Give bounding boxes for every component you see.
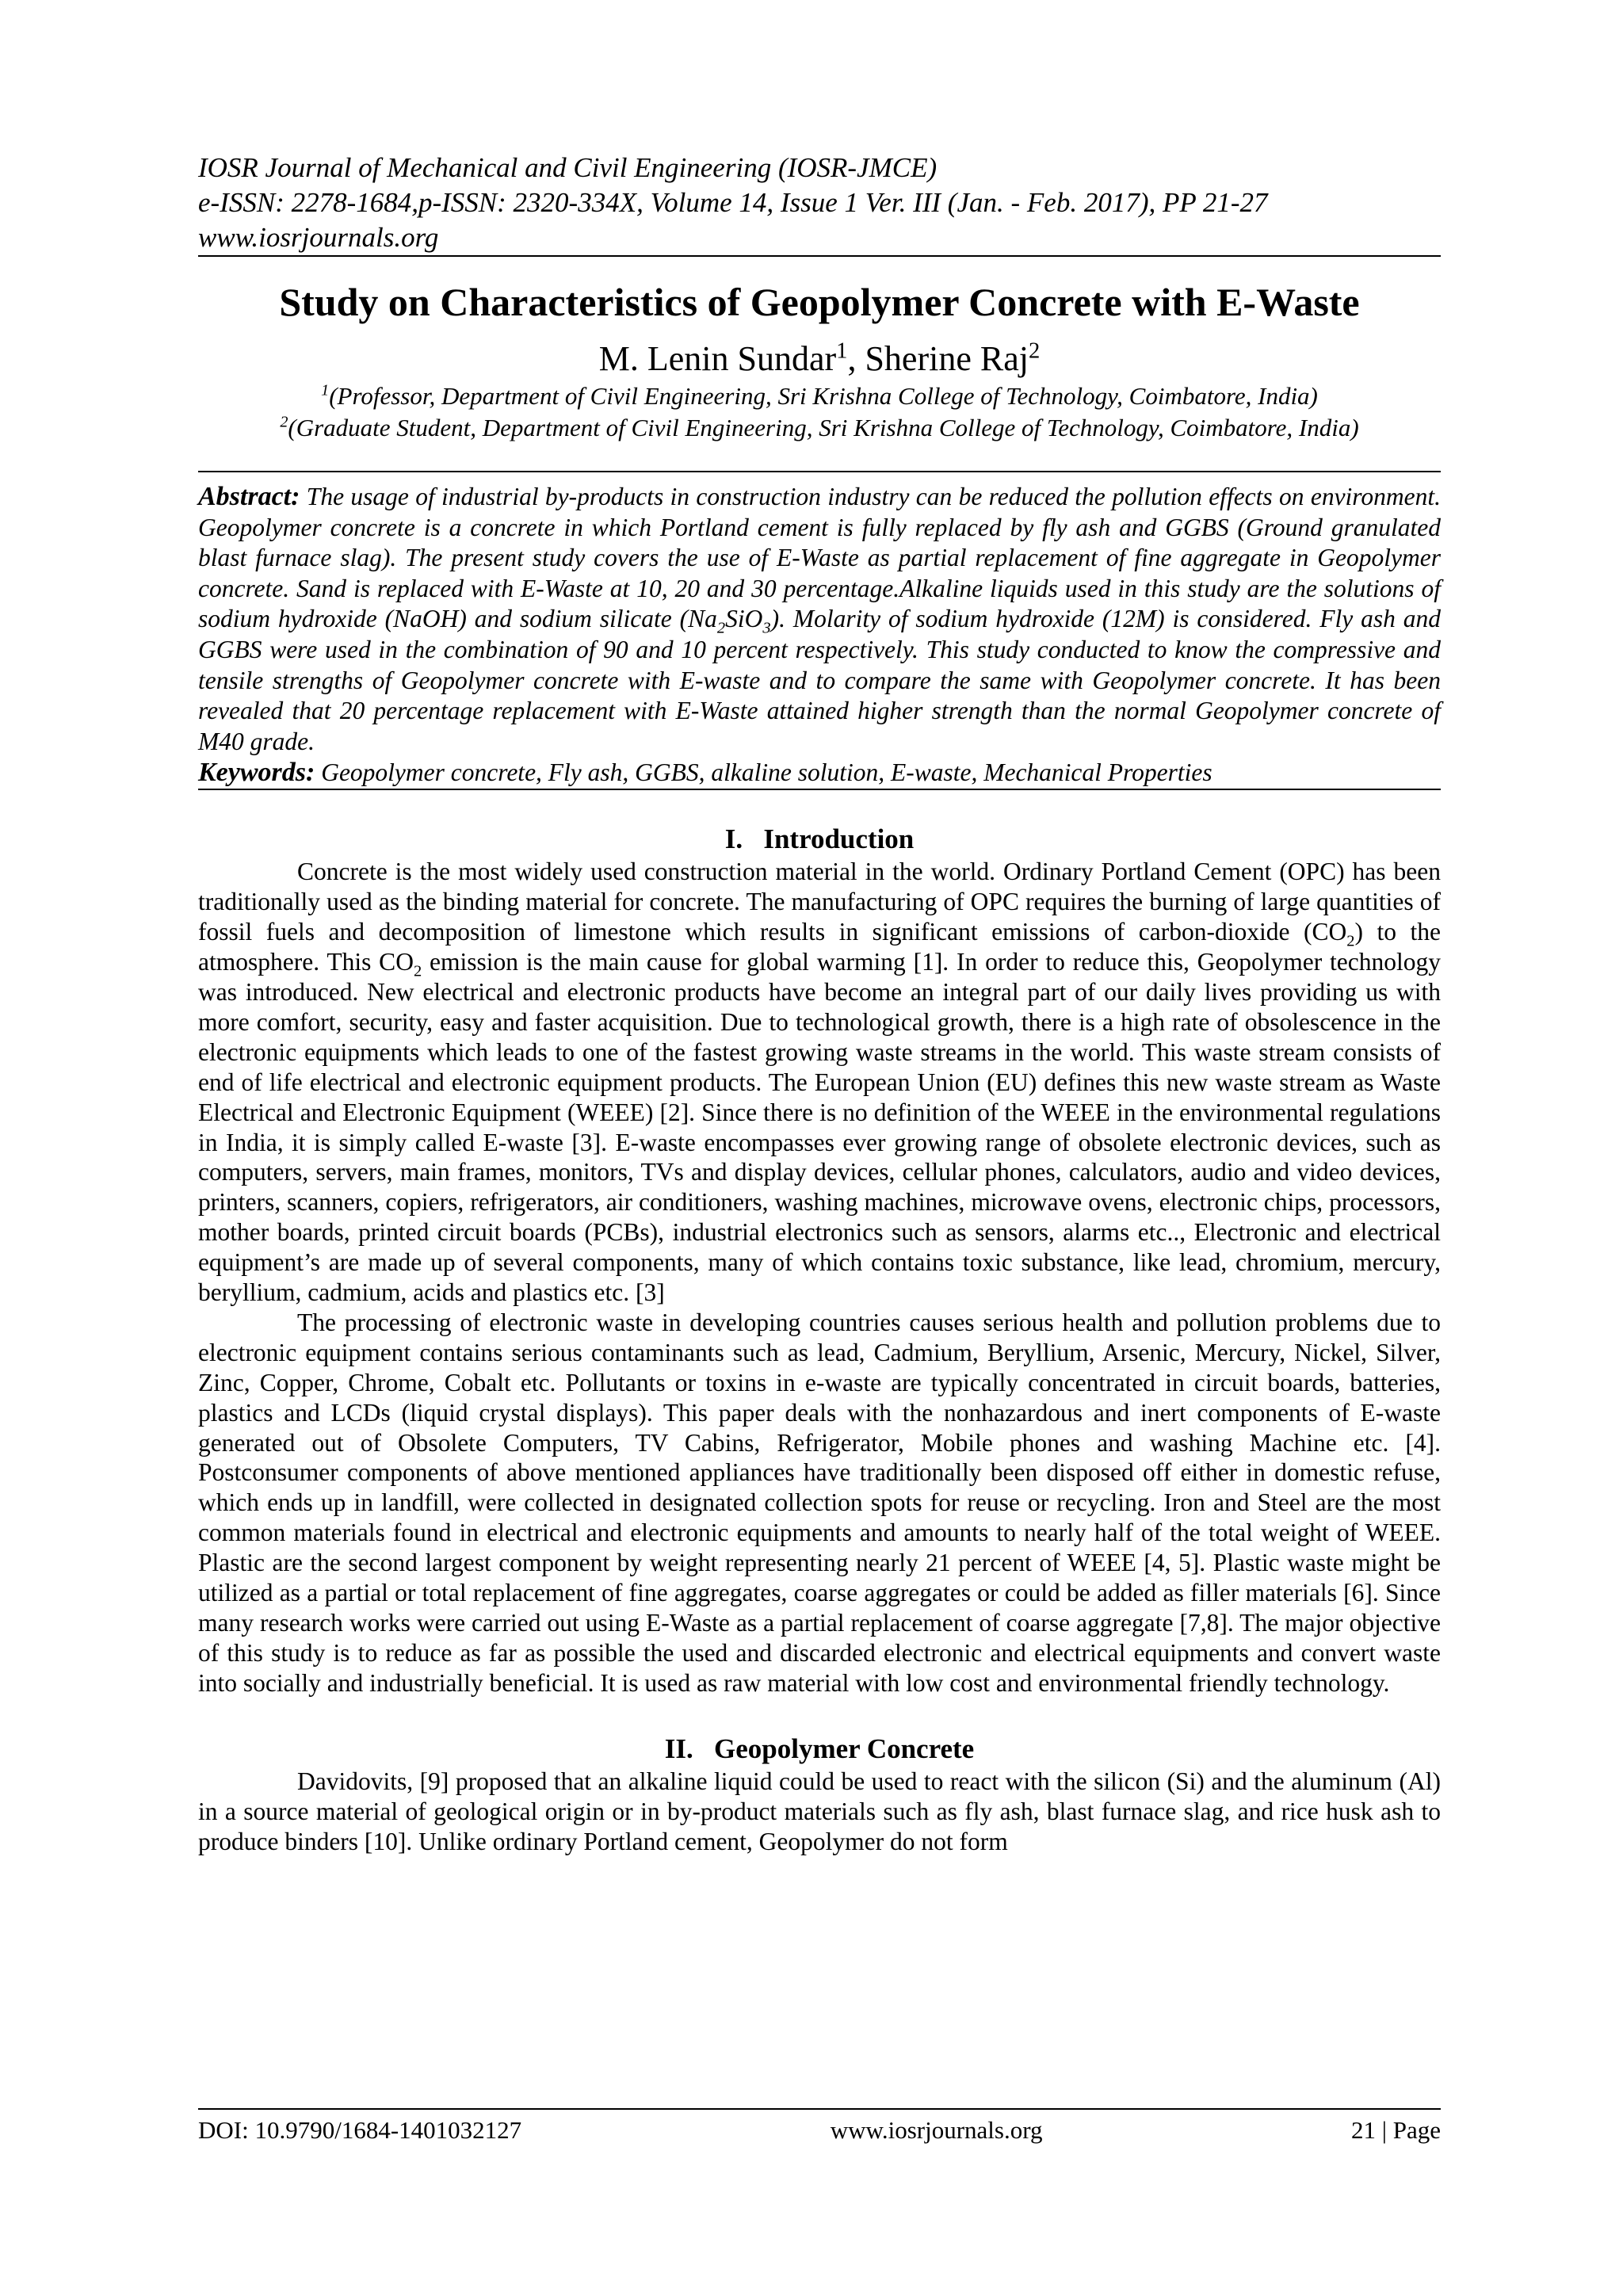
abstract-text-b: SiO <box>725 605 763 633</box>
keywords-label: Keywords: <box>198 758 315 788</box>
affiliation-1-sup: 1 <box>321 381 330 399</box>
intro-p1-sub-2: 2 <box>413 962 422 980</box>
author-2-sup: 2 <box>1028 338 1041 364</box>
keywords-text: Geopolymer concrete, Fly ash, GGBS, alkaline solution, E-waste, Mechanical Properties <box>321 758 1212 787</box>
affiliation-1 <box>198 380 1441 412</box>
journal-website: www.iosrjournals.org <box>198 222 439 253</box>
geopolymer-paragraph-1: Davidovits, [9] proposed that an alkaline liquid could be used to react with the silicon (Si) and the aluminum (Al) in a source material of geological origin or in by-product materials such as fly ash, blast furnace slag, and rice husk ash to produce binders [10]. Unlike ordinary Portland cement, Geopolymer do not form <box>198 1767 1441 1855</box>
intro-paragraph-1 <box>198 857 1441 1308</box>
footer-page-number: 21 | Page <box>1351 2116 1441 2144</box>
author-1-sup: 1 <box>836 338 848 364</box>
abstract <box>198 482 1441 757</box>
footer-website: www.iosrjournals.org <box>830 2116 1043 2144</box>
header-rule <box>198 255 1441 257</box>
keywords <box>198 757 1441 789</box>
paper-page <box>198 151 1441 1856</box>
author-2: Sherine Raj <box>865 339 1029 378</box>
intro-p1-sub-1: 2 <box>1346 932 1355 950</box>
author-separator: , <box>847 339 865 378</box>
affiliation-2-text: (Graduate Student, Department of Civil Engineering, Sri Krishna College of Technology, Coimbatore, India) <box>288 414 1359 441</box>
abstract-sub-2: 3 <box>762 619 771 637</box>
paper-title: Study on Characteristics of Geopolymer Concrete with E-Waste <box>279 280 1360 324</box>
intro-p1-text-c: emission is the main cause for global warming [1]. In order to reduce this, Geopolymer technology was introduced. New electrical and electronic products have become an integral part of our daily lives providing us with more comfort, security, easy and faster acquisition. Due to technological growth, there is a high rate of obsolescence in the electronic equipments which leads to one of the fastest growing waste streams in the world. This waste stream consists of end of life electrical and electronic equipment products. The European Union (EU) defines this new waste stream as Waste Electrical and Electronic Equipment (WEEE) [2]. Since there is no definition of the WEEE in the environmental regulations in India, it is simply called E-waste [3]. E-waste encompasses ever growing range of obsolete electronic devices, such as computers, servers, main frames, monitors, TVs and display devices, cellular phones, calculators, audio and video devices, printers, scanners, copiers, refrigerators, air conditioners, washing machines, microwave ovens, electronic chips, processors, mother boards, printed circuit boards (PCBs), industrial electronics such as sensors, alarms etc.., Electronic and electrical equipment’s are made up of several components, many of which contains toxic substance, like lead, chromium, mercury, beryllium, cadmium, acids and plastics etc. [3] <box>198 948 1441 1307</box>
intro-paragraph-2: The processing of electronic waste in developing countries causes serious health and pollution problems due to electronic equipment contains serious contaminants such as lead, Cadmium, Beryllium, Arsenic, Mercury, Nickel, Silver, Zinc, Copper, Chrome, Cobalt etc. Pollutants or toxins in e-waste are typically concentrated in circuit boards, batteries, plastics and LCDs (liquid crystal displays). This paper deals with the nonhazardous and inert components of E-waste generated out of Obsolete Computers, TV Cabins, Refrigerator, Mobile phones and washing Machine etc. [4]. Postconsumer components of above mentioned appliances have traditionally been disposed off either in domestic refuse, which ends up in landfill, were collected in designated collection spots for reuse or recycling. Iron and Steel are the most common materials found in electrical and electronic equipments and amounts to nearly half of the total weight of WEEE. Plastic are the second largest component by weight representing nearly 21 percent of WEEE [4, 5]. Plastic waste might be utilized as a partial or total replacement of fine aggregates, coarse aggregates or could be added as filler materials [6]. Since many research works were carried out using E-Waste as a partial replacement of coarse aggregate [7,8]. The major objective of this study is to reduce as far as possible the used and discarded electronic and electrical equipments and convert waste into socially and industrially beneficial. It is used as raw material with low cost and environmental friendly technology. <box>198 1308 1441 1697</box>
affiliation-2-sup: 2 <box>280 413 288 431</box>
abstract-label: Abstract: <box>198 482 300 511</box>
keywords-rule <box>198 789 1441 790</box>
authors <box>198 338 1441 380</box>
abstract-text-a: The usage of industrial by-products in construction industry can be reduced the pollution effects on environment. Geopolymer concrete is a concrete in which Portland cement is fully replaced by fly ash and GGBS (Ground granulated blast furnace slag). The present study covers the use of E-Waste as partial replacement of fine aggregate in Geopolymer concrete. Sand is replaced with E-Waste at 10, 20 and 30 percentage.Alkaline liquids used in this study are the solutions of sodium hydroxide (NaOH) and sodium silicate (Na <box>198 483 1441 633</box>
footer-doi: DOI: 10.9790/1684-1401032127 <box>198 2116 522 2144</box>
intro-p1-text-a: Concrete is the most widely used construction material in the world. Ordinary Portland Cement (OPC) has been traditionally used as the binding material for concrete. The manufacturing of OPC requires the burning of large quantities of fossil fuels and decomposition of limestone which results in significant emissions of carbon-dioxide (CO <box>198 858 1441 946</box>
abstract-sub-1: 2 <box>716 619 726 637</box>
abstract-text-c: ). Molarity of sodium hydroxide (12M) is considered. Fly ash and GGBS were used in the combination of 90 and 10 percent respectively. This study conducted to know the compressive and tensile strengths of Geopolymer concrete with E-waste and to compare the same with Geopolymer concrete. It has been revealed that 20 percentage replacement with E-Waste attained higher strength than the normal Geopolymer concrete of M40 grade. <box>198 605 1441 755</box>
journal-header <box>198 151 1441 255</box>
affiliation-1-text: (Professor, Department of Civil Engineering, Sri Krishna College of Technology, Coimbatore, India) <box>329 382 1318 410</box>
page-footer <box>198 2115 1441 2146</box>
section-1-heading: I. Introduction <box>724 823 915 855</box>
author-1: M. Lenin Sundar <box>598 339 837 378</box>
intro-p1-text-b: ) to the atmosphere. This CO <box>198 918 1441 976</box>
section-2-heading: II. Geopolymer Concrete <box>664 1733 975 1764</box>
issn-line: e-ISSN: 2278-1684,p-ISSN: 2320-334X, Volume 14, Issue 1 Ver. III (Jan. - Feb. 2017), PP 21-27 <box>198 187 1268 218</box>
affiliation-2 <box>198 412 1441 444</box>
abstract-top-rule <box>198 471 1441 472</box>
footer-rule <box>198 2108 1441 2110</box>
journal-name: IOSR Journal of Mechanical and Civil Engineering (IOSR-JMCE) <box>198 152 938 183</box>
